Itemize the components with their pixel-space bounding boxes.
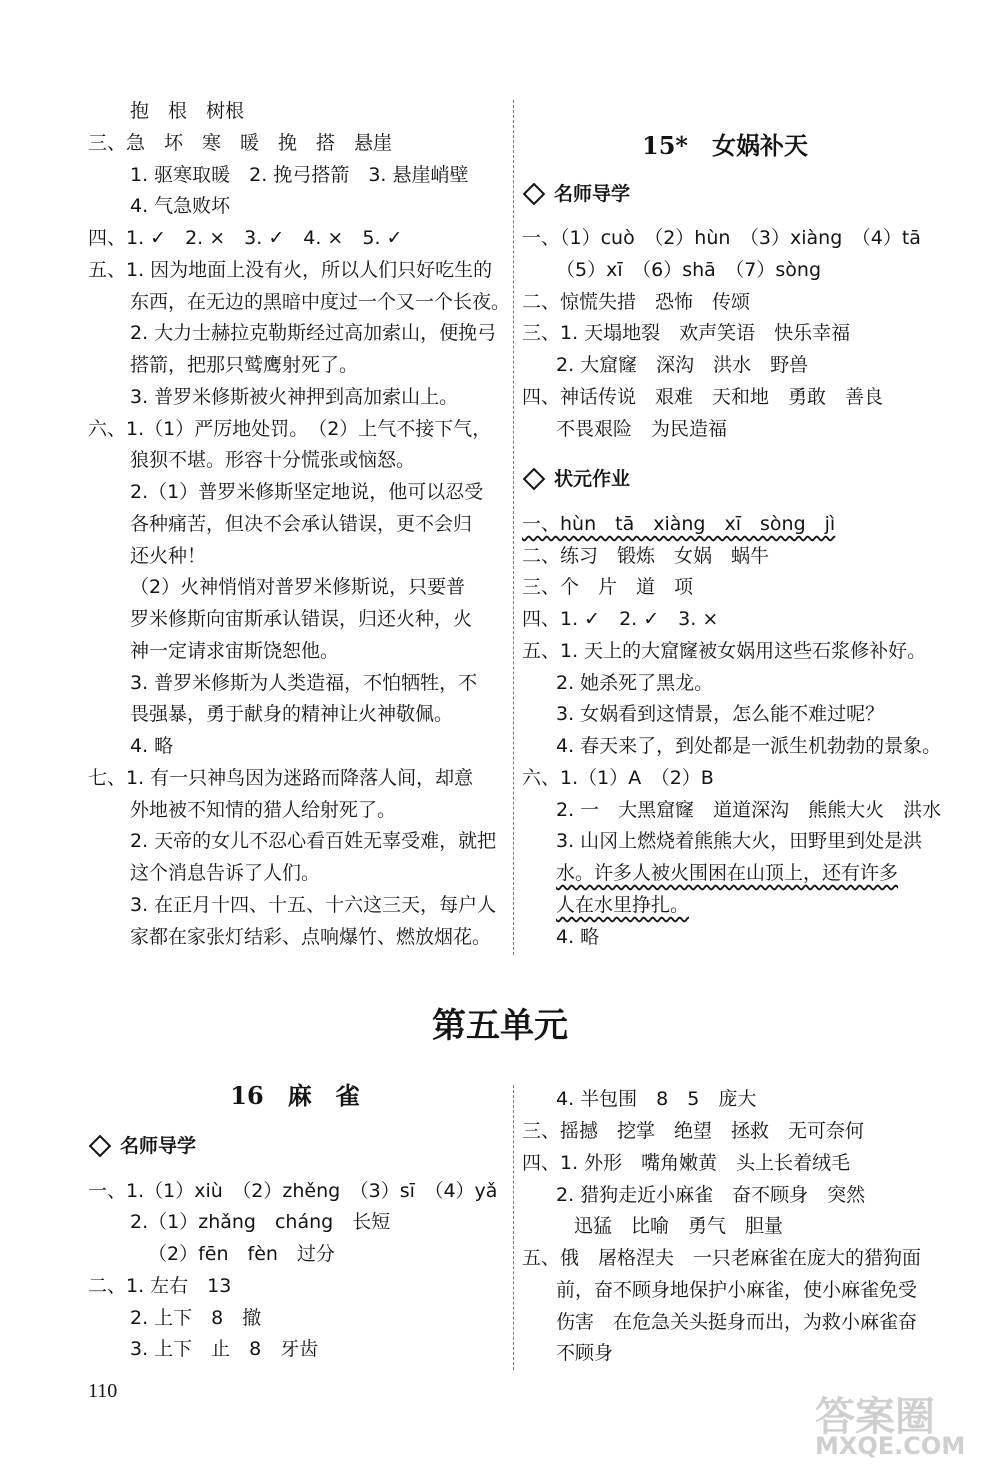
text-line: 三、个 片 道 项 <box>522 576 694 598</box>
text-line: 一、1.（1）xiù （2）zhěng （3）sī （4）yǎ <box>88 1180 498 1202</box>
section-heading <box>522 465 630 493</box>
section-heading <box>522 180 630 208</box>
section-heading-label: 名师导学 <box>554 183 631 205</box>
text-line: 2. 大力士赫拉克勒斯经过高加索山，便挽弓 <box>130 322 497 344</box>
text-line: 2.（1）zhǎng cháng 长短 <box>130 1211 391 1233</box>
text-line: 伤害 在危急关头挺身而出，为救小麻雀奋 <box>556 1311 918 1333</box>
text-line: 2. 大窟窿 深沟 洪水 野兽 <box>556 354 809 376</box>
text-line: 不顾身 <box>556 1342 614 1364</box>
text-line: 五、俄 屠格涅夫 一只老麻雀在庞大的猎狗面 <box>522 1247 922 1269</box>
text-line: 一、hùn tā xiàng xī sòng jì <box>522 513 836 535</box>
text-line: 四、1. 外形 嘴角嫩黄 头上长着绒毛 <box>522 1152 851 1174</box>
text-line: 四、神话传说 艰难 天和地 勇敢 善良 <box>522 386 884 408</box>
text-line: 前，奋不顾身地保护小麻雀，使小麻雀免受 <box>556 1279 918 1301</box>
text-line: 四、1. ✓ 2. ✓ 3. × <box>522 608 719 630</box>
text-line: 六、1.（1）严厉地处罚。 （2）上气不接下气， <box>88 418 492 440</box>
text-line: 五、1. 天上的大窟窿被女娲用这些石浆修补好。 <box>522 640 927 662</box>
text-line: 人在水里挣扎。 <box>556 894 690 916</box>
text-line: 3. 山冈上燃烧着熊熊大火，田野里到处是洪 <box>556 830 923 852</box>
text-line: 迅猛 比喻 勇气 胆量 <box>574 1215 784 1237</box>
text-line: 外地被不知情的猎人给射死了。 <box>130 799 397 821</box>
text-line: 七、1. 有一只神鸟因为迷路而降落人间，却意 <box>88 767 474 789</box>
text-line: 四、1. ✓ 2. × 3. ✓ 4. × 5. ✓ <box>88 227 403 249</box>
text-line: 水。许多人被火围困在山顶上，还有许多 <box>556 862 899 884</box>
text-line: 2.（1）普罗米修斯坚定地说，他可以忍受 <box>130 481 484 503</box>
section-heading-label: 名师导学 <box>120 1135 197 1157</box>
diamond-icon <box>523 182 546 205</box>
text-line: 各种痛苦，但决不会承认错误，更不会归 <box>130 513 473 535</box>
text-line: 2. 一 大黑窟窿 道道深沟 熊熊大火 洪水 <box>556 799 942 821</box>
text-line: 三、1. 天塌地裂 欢声笑语 快乐幸福 <box>522 322 851 344</box>
text-line: 还火种！ <box>130 545 207 567</box>
text-line: 二、练习 锻炼 女娲 蜗牛 <box>522 545 770 567</box>
text-line: 一、（1）cuò （2）hùn （3）xiàng （4）tā <box>522 227 921 249</box>
text-line: 东西，在无边的黑暗中度过一个又一个长夜。 <box>130 291 511 313</box>
text-line: 2. 她杀死了黑龙。 <box>556 672 714 694</box>
text-line: 3. 普罗米修斯为人类造福，不怕牺牲，不 <box>130 672 478 694</box>
text-line: （2）fēn fèn 过分 <box>148 1243 335 1265</box>
text-line: 五、1. 因为地面上没有火，所以人们只好吃生的 <box>88 259 493 281</box>
text-line: 这个消息告诉了人们。 <box>130 862 321 884</box>
text-line: 家都在家张灯结彩、点响爆竹、燃放烟花。 <box>130 926 492 948</box>
text-line: 2. 上下 8 撤 <box>130 1307 262 1329</box>
diamond-icon <box>89 1134 112 1157</box>
section-heading-label: 状元作业 <box>554 468 631 490</box>
text-line: 2. 猎狗走近小麻雀 奋不顾身 突然 <box>556 1184 866 1206</box>
text-line: 三、急 坏 寒 暖 挽 搭 悬崖 <box>88 132 393 154</box>
text-line: 二、1. 左右 13 <box>88 1275 232 1297</box>
text-line: 3. 在正月十四、十五、十六这三天，每户人 <box>130 894 497 916</box>
text-line: 4. 略 <box>556 926 600 948</box>
text-line: 抱 根 树根 <box>130 100 245 122</box>
text-line: 3. 普罗米修斯被火神押到高加索山上。 <box>130 386 459 408</box>
text-line: 4. 略 <box>130 735 174 757</box>
text-line: 3. 上下 止 8 牙齿 <box>130 1338 319 1360</box>
column-divider <box>513 100 514 955</box>
column-divider <box>513 1085 514 1370</box>
text-line: 4. 春天来了，到处都是一派生机勃勃的景象。 <box>556 735 942 757</box>
unit-title: 第五单元 <box>432 1006 568 1046</box>
text-line: 罗米修斯向宙斯承认错误，归还火种，火 <box>130 608 473 630</box>
text-line: 不畏艰险 为民造福 <box>556 418 728 440</box>
text-line: 4. 半包围 8 5 庞大 <box>556 1088 757 1110</box>
lesson-title: 15* 女娲补天 <box>642 131 808 160</box>
text-line: 畏强暴，勇于献身的精神让火神敬佩。 <box>130 703 454 725</box>
lesson-title: 16 麻 雀 <box>230 1081 360 1110</box>
text-line: （5）xī （6）shā （7）sòng <box>556 259 821 281</box>
text-line: 3. 女娲看到这情景，怎么能不难过呢？ <box>556 703 885 725</box>
text-line: 2. 天帝的女儿不忍心看百姓无辜受难，就把 <box>130 830 497 852</box>
text-line: 神一定请求宙斯饶恕他。 <box>130 640 340 662</box>
text-line: 4. 气急败坏 <box>130 195 231 217</box>
text-line: 狼狈不堪。形容十分慌张或恼怒。 <box>130 449 416 471</box>
text-line: 搭箭，把那只鹫鹰射死了。 <box>130 354 359 376</box>
page-number: 110 <box>88 1380 118 1402</box>
text-line: 二、惊慌失措 恐怖 传颂 <box>522 291 751 313</box>
watermark-logo: 答案圈 <box>815 1394 935 1440</box>
section-heading <box>88 1132 196 1160</box>
diamond-icon <box>523 467 546 490</box>
watermark-url: MXQE.COM <box>815 1432 966 1460</box>
text-line: 1. 驱寒取暖 2. 挽弓搭箭 3. 悬崖峭壁 <box>130 164 469 186</box>
text-line: 三、摇撼 挖掌 绝望 拯救 无可奈何 <box>522 1120 865 1142</box>
text-line: （2）火神悄悄对普罗米修斯说，只要普 <box>130 576 466 598</box>
text-line: 六、1.（1）A （2）B <box>522 767 714 789</box>
